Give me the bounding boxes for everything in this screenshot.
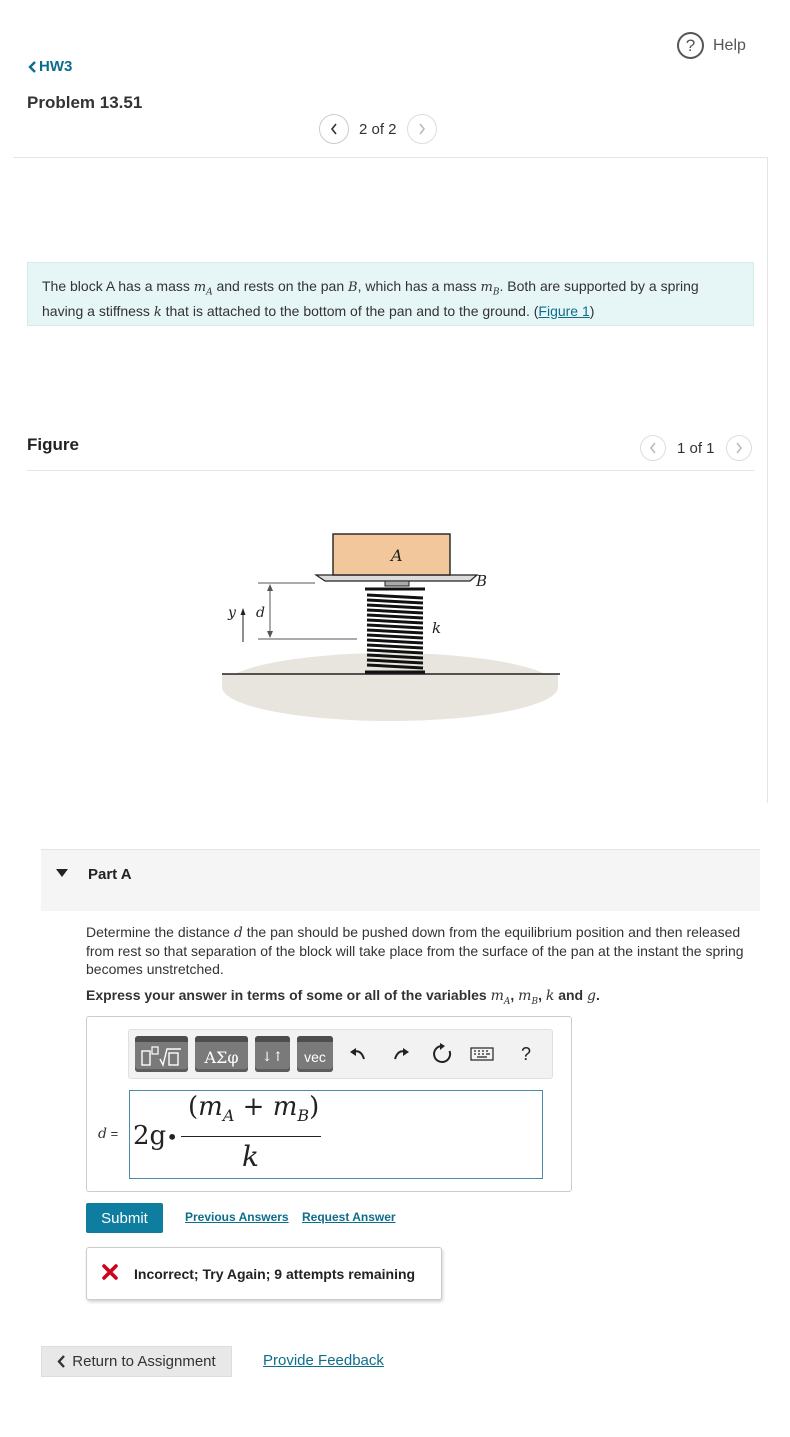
figure-link[interactable]: Figure 1 bbox=[538, 302, 590, 319]
chevron-left-icon bbox=[329, 122, 339, 136]
answer-denominator: k bbox=[242, 1140, 259, 1173]
answer-coefficient: 2g• bbox=[133, 1121, 178, 1151]
problem-title: Problem 13.51 bbox=[27, 93, 143, 112]
y-axis-arrow-head bbox=[241, 608, 246, 615]
help-icon[interactable]: ? bbox=[520, 1043, 531, 1064]
help-label: Help bbox=[713, 36, 746, 54]
figure-pager-text: 1 of 1 bbox=[677, 439, 715, 457]
provide-feedback-link[interactable]: Provide Feedback bbox=[263, 1352, 384, 1369]
problem-pager-text: 2 of 2 bbox=[359, 120, 397, 138]
greek-symbols-button[interactable]: ΑΣφ bbox=[195, 1036, 248, 1072]
chevron-right-icon bbox=[417, 122, 427, 136]
collapse-caret-icon[interactable] bbox=[56, 869, 68, 877]
answer-instruction: Express your answer in terms of some or all of the variables $m_A$, $m_B$, k and g. bbox=[86, 987, 600, 1007]
label-y: y bbox=[228, 605, 236, 621]
pan-B bbox=[316, 575, 477, 581]
incorrect-x-icon bbox=[102, 1264, 118, 1280]
fraction-bar bbox=[181, 1136, 321, 1137]
label-B: B bbox=[476, 572, 488, 590]
label-d: d bbox=[256, 605, 265, 621]
request-answer-link[interactable]: Request Answer bbox=[302, 1210, 396, 1224]
dim-arrow-head-bottom bbox=[267, 631, 273, 638]
question-text: Determine the distance d the pan should be pushed down from the equilibrium position and then released from rest so that separation of the block will take place from the surface of the pan at the instant the spring becomes unstretched. bbox=[86, 924, 744, 977]
pan-stem bbox=[385, 581, 409, 586]
ground-top-fill bbox=[222, 674, 558, 687]
var-g: g bbox=[587, 988, 596, 1004]
chevron-right-icon bbox=[734, 441, 744, 455]
var-mB: $m_B$ bbox=[518, 988, 539, 1007]
prev-problem-button[interactable] bbox=[319, 114, 349, 144]
chevron-left-icon bbox=[27, 61, 37, 73]
next-problem-button[interactable] bbox=[407, 114, 437, 144]
return-label: Return to Assignment bbox=[72, 1353, 216, 1370]
part-a-header[interactable] bbox=[41, 849, 760, 911]
back-label: HW3 bbox=[39, 58, 73, 75]
math-d: d bbox=[233, 925, 243, 941]
previous-answers-link[interactable]: Previous Answers bbox=[185, 1210, 289, 1224]
feedback-text: Incorrect; Try Again; 9 attempts remaining bbox=[134, 1266, 416, 1282]
figure-pager bbox=[640, 435, 752, 461]
undo-icon[interactable] bbox=[346, 1042, 370, 1066]
chevron-left-icon bbox=[57, 1355, 66, 1368]
redo-icon[interactable] bbox=[389, 1042, 413, 1066]
label-A: A bbox=[391, 546, 403, 565]
help-button[interactable] bbox=[677, 32, 746, 59]
answer-label: d = bbox=[98, 1126, 119, 1142]
prev-figure-button[interactable] bbox=[640, 435, 666, 461]
var-k: k bbox=[545, 988, 555, 1004]
panel-divider bbox=[767, 157, 768, 803]
header-divider bbox=[13, 157, 768, 158]
submit-button[interactable]: Submit bbox=[86, 1203, 163, 1233]
chevron-left-icon bbox=[648, 441, 658, 455]
vector-button[interactable]: vec bbox=[297, 1036, 333, 1072]
math-mA: $m_A$ bbox=[193, 280, 213, 298]
templates-icon bbox=[140, 1045, 184, 1069]
math-B: B bbox=[348, 280, 358, 295]
templates-button[interactable] bbox=[135, 1036, 188, 1072]
arrows-button[interactable]: ↓↑ bbox=[255, 1036, 290, 1072]
help-icon: ? bbox=[677, 32, 704, 59]
label-k: k bbox=[432, 619, 442, 637]
back-to-hw-link[interactable] bbox=[27, 58, 72, 75]
problem-intro: The block A has a mass $m_A$ and rests on the pan B, which has a mass $m_B$. Both are supported by a spring having a stiffness k that is attached to the bottom of the pan and to the ground. (Figure 1) bbox=[27, 262, 754, 326]
figure-title: Figure bbox=[27, 435, 79, 454]
next-figure-button[interactable] bbox=[726, 435, 752, 461]
keyboard-icon[interactable] bbox=[470, 1042, 494, 1066]
var-mA: $m_A$ bbox=[490, 988, 511, 1007]
math-mB: $m_B$ bbox=[480, 280, 500, 298]
dim-arrow-head-top bbox=[267, 584, 273, 591]
problem-pager bbox=[319, 114, 437, 144]
figure-divider bbox=[27, 470, 754, 471]
reset-icon[interactable] bbox=[430, 1042, 454, 1066]
math-k: k bbox=[153, 304, 162, 320]
return-to-assignment-button[interactable] bbox=[41, 1346, 232, 1377]
answer-numerator: $(m_A + m_B)$ bbox=[188, 1092, 320, 1126]
spring-block-figure bbox=[215, 525, 565, 730]
part-a-title: Part A bbox=[88, 866, 132, 883]
